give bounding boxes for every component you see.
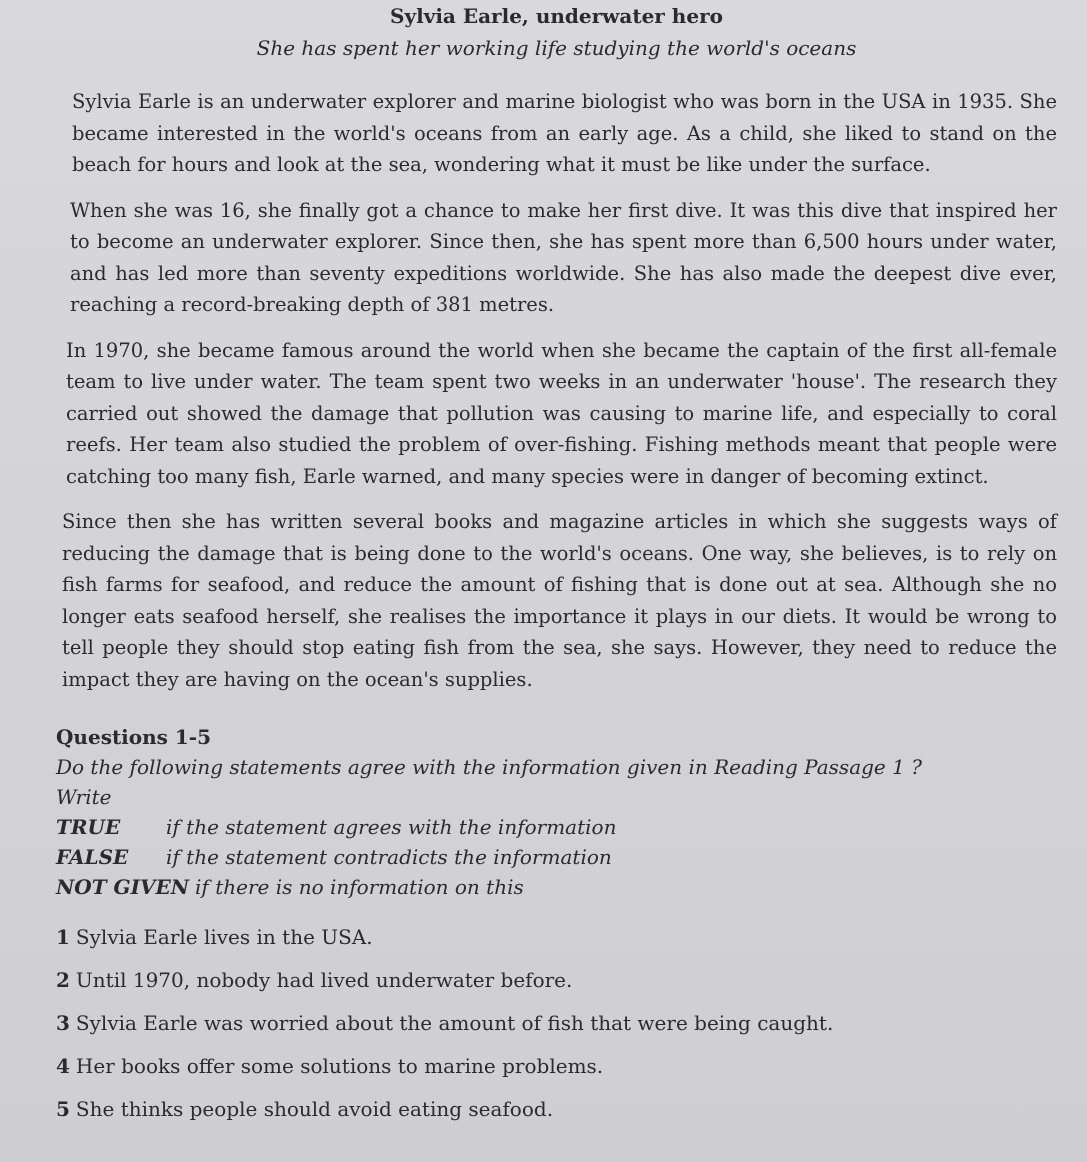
question-item (56, 1054, 1057, 1078)
paragraph-3: In 1970, she became famous around the world when she became the captain of the first all-female team to live under water. The team spent two weeks in an underwater 'house'. The research they carried out showed the damage that pollution was causing to marine life, and especially to coral reefs. Her team also studied the problem of over-fishing. Fishing methods meant that people were catching too many fish, Earle warned, and many species were in danger of becoming extinct. (66, 338, 1057, 488)
question-number: 1 (56, 925, 70, 949)
question-text: Her books offer some solutions to marine problems. (75, 1054, 604, 1078)
question-item (56, 1097, 1057, 1121)
question-number: 3 (56, 1011, 70, 1035)
key-term: NOT GIVEN (56, 875, 190, 899)
answer-key-not-given (56, 875, 1057, 899)
paragraph-1: Sylvia Earle is an underwater explorer and marine biologist who was born in the USA in 1935. She became interested in the world's oceans from an early age. As a child, she liked to stand on the beach for hours and look at the sea, wondering what it must be like under the surface. (72, 90, 1057, 176)
question-text: Until 1970, nobody had lived underwater before. (75, 968, 573, 992)
question-item (56, 968, 1057, 992)
questions-heading: Questions 1-5 (56, 725, 212, 749)
answer-key-true (56, 815, 1057, 839)
paragraph-4: Since then she has written several books and magazine articles in which she suggests ways of reducing the damage that is being done to the world's oceans. One way, she believes, is to rely on fish farms for seafood, and reduce the amount of fishing that is done out at sea. Although she no longer eats seafood herself, she realises the importance it plays in our diets. It would be wrong to tell people they should stop eating fish from the sea, she says. However, they need to reduce the impact they are having on the ocean's supplies. (62, 510, 1057, 691)
question-text: Sylvia Earle lives in the USA. (75, 925, 373, 949)
key-term: FALSE (56, 845, 129, 869)
question-list (56, 925, 1057, 1121)
paragraph-2: When she was 16, she finally got a chance to make her first dive. It was this dive that inspired her to become an underwater explorer. Since then, she has spent more than 6,500 hours under water, and has led more than seventy expeditions worldwide. She has also made the deepest dive ever, reaching a record-breaking depth of 381 metres. (70, 198, 1057, 316)
questions-instruction: Do the following statements agree with the information given in Reading Passage 1 ? (56, 755, 922, 779)
question-item (56, 925, 1057, 949)
answer-key-false (56, 845, 1057, 869)
question-number: 5 (56, 1097, 70, 1121)
question-text: She thinks people should avoid eating seafood. (75, 1097, 554, 1121)
key-term: TRUE (56, 815, 121, 839)
key-meaning: if the statement agrees with the information (166, 815, 617, 839)
question-item (56, 1011, 1057, 1035)
question-text: Sylvia Earle was worried about the amount of fish that were being caught. (75, 1011, 834, 1035)
key-meaning: if there is no information on this (195, 875, 524, 899)
article-title: Sylvia Earle, underwater hero (390, 4, 723, 28)
article-subtitle: She has spent her working life studying the world's oceans (256, 36, 857, 60)
write-label: Write (56, 785, 112, 809)
key-meaning: if the statement contradicts the information (166, 845, 612, 869)
question-number: 4 (56, 1054, 70, 1078)
question-number: 2 (56, 968, 70, 992)
